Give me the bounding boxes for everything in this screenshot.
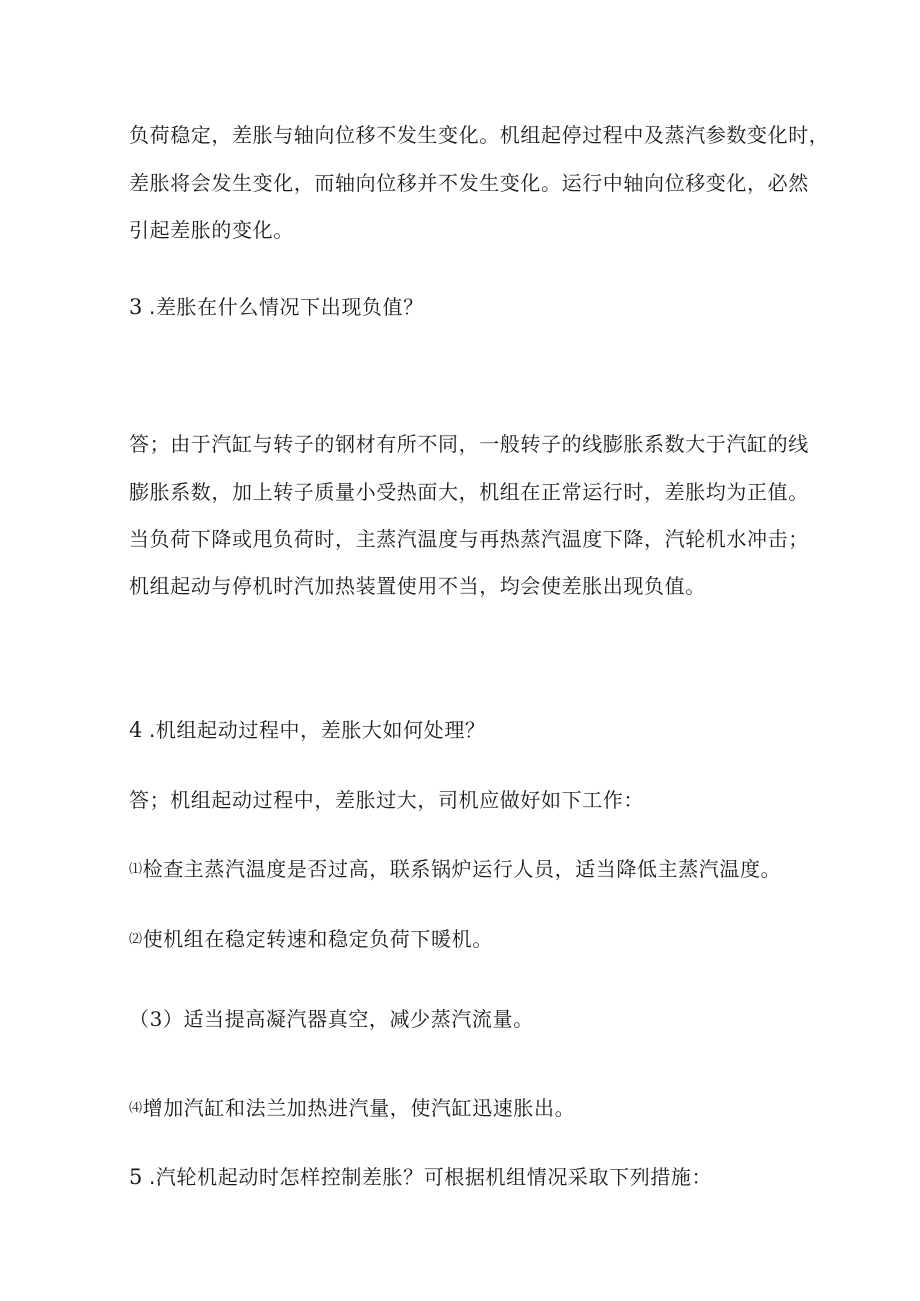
- question-text: .汽轮机起动时怎样控制差胀？可根据机组情况采取下列措施：: [148, 1165, 713, 1189]
- list-item: [129, 1094, 575, 1123]
- item-marker: （3）: [129, 1007, 184, 1031]
- paragraph-line: 引起差胀的变化。: [129, 218, 294, 242]
- answer-line: 膨胀系数，加上转子质量小受热面大，机组在正常运行时，差胀均为正值。: [129, 480, 809, 504]
- list-item: [129, 1005, 534, 1033]
- paragraph-line: 差胀将会发生变化，而轴向位移并不发生变化。运行中轴向位移变化，必然: [129, 171, 809, 195]
- item-marker: ⑴: [129, 862, 143, 877]
- list-item: [129, 855, 781, 884]
- item-text: 增加汽缸和法兰加热进汽量，使汽缸迅速胀出。: [142, 1096, 576, 1120]
- paragraph-line: 负荷稳定，差胀与轴向位移不发生变化。机组起停过程中及蒸汽参数变化时，: [129, 123, 830, 147]
- question-4: [129, 716, 486, 744]
- question-text: .机组起动过程中，差胀大如何处理？: [148, 718, 486, 742]
- answer-line: 答；由于汽缸与转子的钢材有所不同，一般转子的线膨胀系数大于汽缸的线: [129, 432, 809, 456]
- question-text: .差胀在什么情况下出现负值？: [148, 295, 424, 319]
- question-3: [129, 293, 424, 321]
- item-text: 使机组在稳定转速和稳定负荷下暖机。: [142, 927, 493, 951]
- answer-line: 当负荷下降或甩负荷时，主蒸汽温度与再热蒸汽温度下降，汽轮机水冲击；: [129, 527, 809, 551]
- item-text: 检查主蒸汽温度是否过高，联系锅炉运行人员，适当降低主蒸汽温度。: [142, 857, 782, 881]
- answer-line: 机组起动与停机时汽加热装置使用不当，均会使差胀出现负值。: [129, 574, 706, 598]
- question-number: 3: [129, 295, 143, 319]
- question-number: 5: [129, 1165, 143, 1189]
- item-marker: ⑵: [129, 932, 143, 947]
- list-item: [129, 925, 493, 954]
- item-marker: ⑷: [129, 1101, 143, 1116]
- answer-intro: 答；机组起动过程中，差胀过大，司机应做好如下工作：: [129, 788, 644, 812]
- question-5: [129, 1163, 712, 1191]
- question-number: 4: [129, 718, 143, 742]
- item-text: 适当提高凝汽器真空，减少蒸汽流量。: [183, 1007, 534, 1031]
